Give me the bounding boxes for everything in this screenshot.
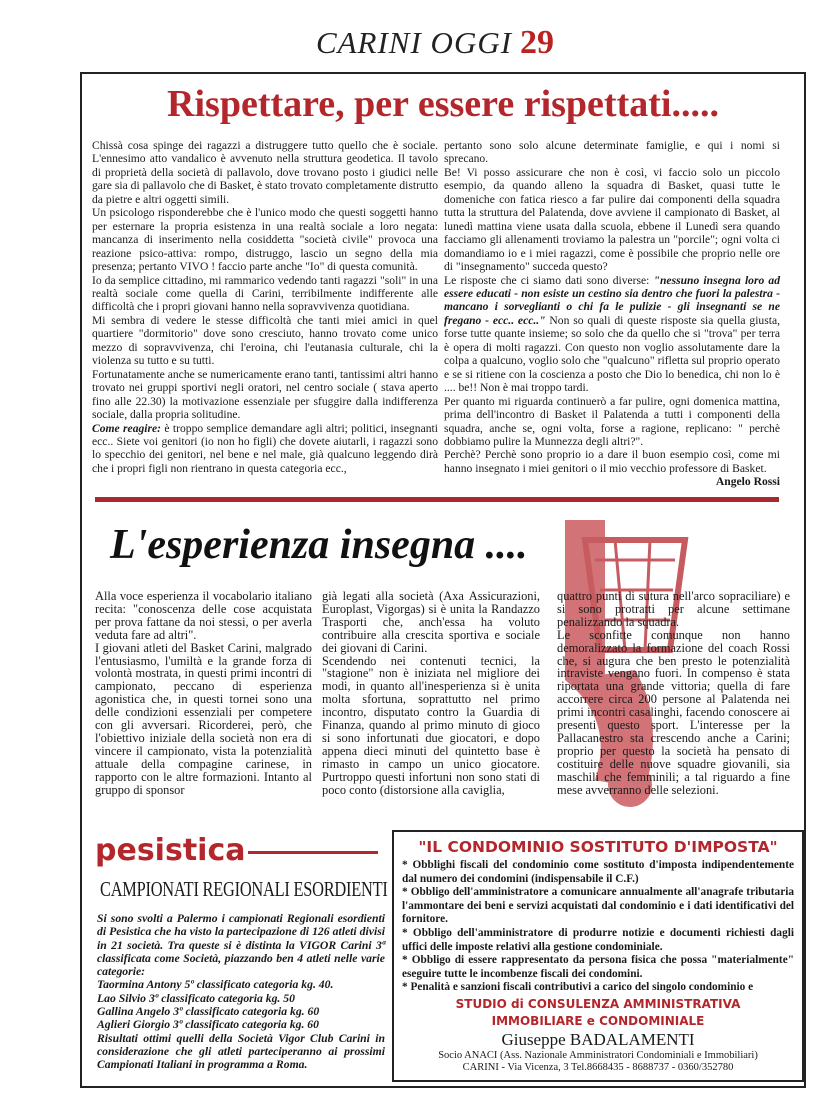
paragraph: Io da semplice cittadino, mi rammarico vedendo tanti ragazzi "soli" in una realtà sociale come quella di Carini, terribilmente indifferente alle difficoltà che i propri giovani hanno nella sopravvivenza quotidiana. (92, 273, 438, 314)
article1-title: Rispettare, per essere rispettati..... (167, 83, 719, 125)
paragraph: già legati alla società (Axa Assicurazioni, Europlast, Vigorgas) si è unita la Randazzo Trasporti che, anch'essa ha voluto contribuire alla crescita sportiva e sociale dei giovani di Carini. (322, 589, 540, 655)
pesistica-body (97, 912, 385, 1072)
ad-item: * Obbligo dell'amministratore a comunicare annualmente all'anagrafe tributaria l'ammontare dei beni e servizi acquistati dal condominio e i dati identificativi del fornitore. (402, 886, 794, 926)
paragraph: quattro punti di sutura nell'arco sopraciliare) e si sono protratti per alcune settimane penalizzando la squadra. (557, 589, 790, 629)
article2-column-2 (322, 590, 540, 797)
result-item: Taormina Antony 5º classificato categoria kg. 40. (97, 978, 334, 992)
article2-column-1 (95, 590, 312, 797)
paragraph: Si sono svolti a Palermo i campionati Regionali esordienti di Pesistica che ha visto la partecipazione di 126 atleti divisi in 21 società. Tra queste si è distinta la VIGOR Carini 3ª classificata come Società, piazzando ben 4 atleti nelle varie categorie: (97, 912, 385, 979)
result-item: Gallina Angelo 3º classificato categoria kg. 60 (97, 1005, 320, 1019)
text: Le risposte che ci siamo dati sono diverse: (444, 273, 654, 287)
reagire-label: Come reagire: (92, 421, 162, 435)
author: Angelo Rossi (715, 475, 780, 489)
article1-left-column (92, 139, 438, 475)
paragraph (92, 422, 438, 476)
article1-right-column (444, 139, 780, 489)
ad-item: * Obbligo di essere rappresentato da persona fisica che possa "materialmente" eseguire tutte le incombenze fiscali dei condomini. (402, 954, 794, 980)
heading-rule (248, 851, 378, 854)
paragraph: Mi sembra di vedere le stesse difficoltà che tanti miei amici in quel quartiere "dormitorio" dove sono cresciuto, hanno trovato come unico mezzo di sopravvivenza, chi l'eroina, chi l'eutanasia culturale, chi la violenza su tutto e su tutti. (92, 313, 438, 368)
paragraph: Be! Vi posso assicurare che non è così, vi faccio solo un piccolo esempio, da quando alleno la squadra di Basket, quasi tutte le domeniche con fatica riesco a far pulire dai componenti della squadra tutta la struttura del Palatenda, dove avviene il campionato di Basket, al lunedì mattina viene usata dalla scuola, ebbene il Lunedì sera quando facciamo gli allenamenti troviamo la palestra un "porcile"; ogni volta ci domandiamo io e i miei ragazzi, come è possibile che proprio nelle ore di "insegnamento" succeda questo? (444, 165, 780, 274)
paragraph: I giovani atleti del Basket Carini, malgrado l'entusiasmo, l'umiltà e la grande forza di volontà mostrata, in questi primi incontri di campionato, peccano di esperienza agonistica che, in questi tornei sono una delle condizioni essenziali per competere con gli avversari. Ricorderei, però, che l'obiettivo iniziale della società non era di vincere il campionato, vista la potenzialità attuale della compagine carinese, in rapporto con le altre formazioni. Intanto al gruppo di sponsor (95, 640, 312, 797)
paragraph: Perchè? Perchè sono proprio io a dare il buon esempio così, come mi hanno insegnato i miei genitori o il mio vecchio professore di Basket. (444, 448, 780, 475)
ad-item: * Penalità e sanzioni fiscali contributivi a carico del singolo condominio e (402, 981, 754, 994)
reagire-text: è troppo semplice demandare agli altri; politici, insegnanti ecc.. Siete voi genitori (io non ho figli) che dovete aiutarli, i ragazzi sono lo specchio dei genitori, nel bene e nel male, già qualcuno leggendo dirà che i propri figli non rientrano in questa categoria ecc., (92, 421, 438, 475)
studio-line-2: IMMOBILIARE e CONDOMINIALE (491, 1013, 705, 1028)
condominio-advertisement (392, 830, 804, 1082)
quote: "nessuno insegna loro ad essere educati - non esiste un cestino sia dentro che fuori la palestra - mancano i sorveglianti o chi fa le pulizie - gli insegnanti se ne fregano - ecc.. ecc.." (444, 273, 780, 327)
advertiser-name: Giuseppe BADALAMENTI (501, 1029, 695, 1049)
membership: Socio ANACI (Ass. Nazionale Amministratori Condominiali e Immobiliari) (438, 1049, 758, 1061)
paragraph: Alla voce esperienza il vocabolario italiano recita: "conoscenza delle cose acquistata per prova fattane da noi stessi, o per averla veduta fare ad altri". (95, 589, 312, 642)
paragraph: Chissà cosa spinge dei ragazzi a distruggere tutto quello che è sociale. L'ennesimo atto vandalico è avvenuto nella struttura geodetica. Il tavolo di proprietà della società di pallavolo, dove trovano posto i giudici nelle gare sia di pallavolo che di Basket, è stato trovato completamente distrutto da pietre e altri oggetti simili. (92, 139, 438, 206)
address-phone: CARINI - Via Vicenza, 3 Tel.8668435 - 8688737 - 0360/352780 (462, 1061, 734, 1073)
paragraph: Per quanto mi riguarda continuerò a far pulire, ogni domenica mattina, prima dell'incontro di Basket il Palatenda a tutti i componenti della squadra, anche se, ogni volta, forse a ragione, replicano: " perchè dobbiamo pulire la Munnezza degli altri?". (444, 394, 780, 448)
masthead-name: CARINI OGGI (315, 25, 513, 60)
paragraph: Le sconfitte comunque non hanno demoralizzato la formazione del coach Rossi che, si augura che ben presto le potenzialità intraviste vengano fuori. In compenso è stata riportata una grande vittoria; quella di fare accorrere circa 200 persone al Palatenda nei primi incontri casalinghi, facendo conoscere ai presenti questo sport. L'interesse per la Pallacanestro sta crescendo anche a Carini; proprio per questo la società ha pensato di costituire delle nuove squadre giovanili, sia maschili che femminili; a tal riguardo a fine mese avverranno delle selezioni. (557, 627, 790, 797)
paragraph: Fortunatamente anche se numericamente erano tanti, tantissimi altri hanno trovato nei gruppi sportivi negli oratori, nel centro sociale ( stava aperto fino alle 22.30) la motivazione essenziale per sfuggire dalla indifferenza sociale, dalla propria solitudine. (92, 367, 438, 422)
studio-line-1: STUDIO di CONSULENZA AMMINISTRATIVA (455, 996, 741, 1011)
pesistica-heading: pesistica (95, 833, 246, 868)
paragraph: Scendendo nei contenuti tecnici, la "stagione" non è iniziata nel migliore dei modi, in quanto all'inesperienza si è unita molta sfortuna, soprattutto nel primo incontro, disputato contro la Guardia di Finanza, quando al primo minuto di gioco si sono infortunati due giocatori, e dopo appena dieci minuti del quintetto base è rimasto in campo un unico giocatore. Purtroppo questi infortuni non sono stati di poco conto (distorsione alla caviglia, (322, 653, 540, 797)
paragraph (444, 274, 780, 395)
ad-item: * Obbligo dell'amministratore di produrre notizie e documenti richiesti dagli uffici delle imposte relativi alla gestione condominiale. (402, 926, 794, 953)
ad-item: * Obblighi fiscali del condominio come sostituto d'imposta indipendentemente dal numero dei condomini (indispensabile il C.F.) (402, 859, 794, 885)
pesistica-subtitle: CAMPIONATI REGIONALI ESORDIENTI (100, 877, 388, 901)
masthead-logo (300, 16, 570, 70)
text: Non so quali di queste risposte sia quella giusta, forse tutte quante insieme; so solo che da quello che si "trova" per terra è opera di molti ragazzi. Con questo non voglio assolutamente dare la colpa a qualcuno, voglio solo che "qualcuno" rifletta sul proprio operato e se si ritiene con la coscienza a posto che Dio lo benedica, chi non lo è .... be!! Non è mai troppo tardi. (444, 313, 780, 395)
ad-title: "IL CONDOMINIO SOSTITUTO D'IMPOSTA" (418, 838, 778, 856)
result-item: Aglieri Giorgio 3º classificato categoria kg. 60 (97, 1018, 319, 1032)
article2-title: L'esperienza insegna .... (110, 522, 528, 568)
result-item: Lao Silvio 3º classificato categoria kg. 50 (97, 991, 295, 1005)
paragraph: Un psicologo risponderebbe che è l'unico modo che questi soggetti hanno per esternare la propria esistenza in una realtà sociale a loro negata: mancanza di inserimento nella cosiddetta "società civile" provoca una reazione psico-attiva: rompo, distruggo, lascio un segno della mia presenza; pertanto VIVO ! faccio parte anche "Io" di questa comunità. (92, 206, 438, 274)
section-divider (95, 497, 779, 502)
paragraph: pertanto sono solo alcune determinate famiglie, e qui i nomi si sprecano. (444, 139, 780, 166)
issue-number: 29 (520, 24, 555, 61)
paragraph: Risultati ottimi quelli della Società Vigor Club Carini in considerazione che gli atleti parteciperanno ai prossimi Campionati Italiani in programma a Roma. (97, 1031, 385, 1072)
article2-column-3 (557, 590, 790, 797)
